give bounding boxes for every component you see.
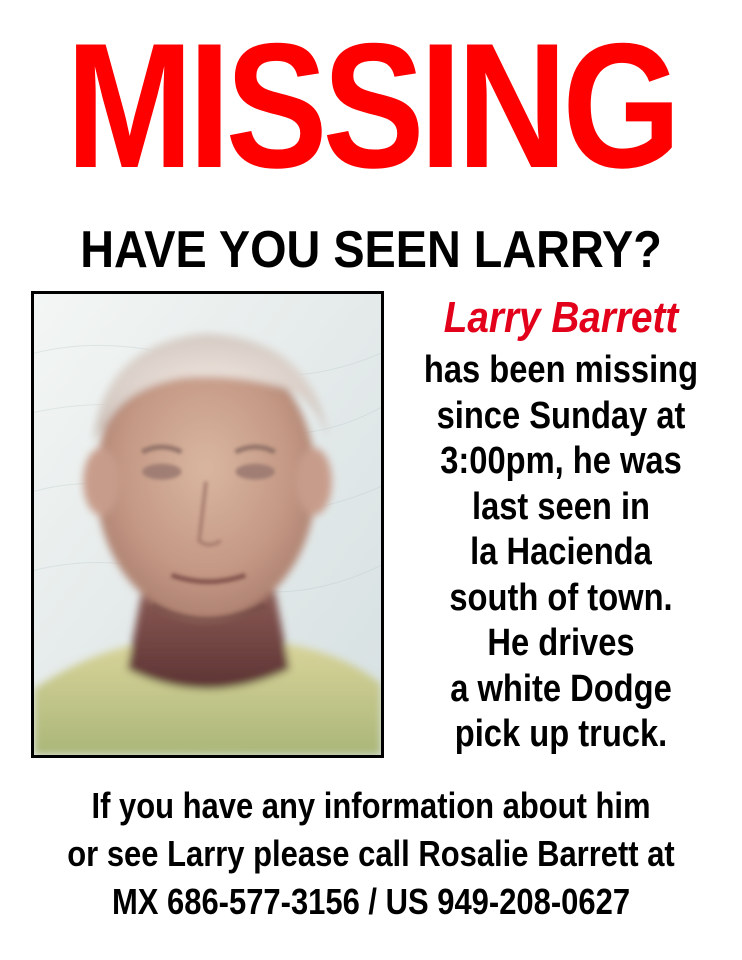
- description-line: has been missing: [423, 349, 699, 391]
- description-line: a white Dodge: [450, 667, 672, 710]
- contact-line: If you have any information about him: [91, 785, 651, 826]
- portrait-illustration: [34, 294, 381, 755]
- headline: MISSING: [65, 6, 677, 205]
- contact-info: [0, 782, 742, 926]
- description-line: pick up truck.: [454, 713, 668, 755]
- description: [388, 348, 734, 758]
- person-name: Larry Barrett: [443, 293, 679, 342]
- description-line: south of town.: [449, 576, 673, 619]
- contact-line: or see Larry please call Rosalie Barrett at: [67, 833, 675, 874]
- description-line: la Hacienda: [470, 531, 652, 573]
- subheadline: HAVE YOU SEEN LARRY?: [80, 221, 662, 279]
- description-line: last seen in: [471, 485, 650, 528]
- description-line: 3:00pm, he was: [440, 440, 682, 482]
- contact-phone-numbers: MX 686-577-3156 / US 949-208-0627: [111, 881, 631, 922]
- description-line: since Sunday at: [436, 394, 686, 437]
- description-line: He drives: [487, 622, 635, 664]
- missing-person-photo: [31, 291, 384, 758]
